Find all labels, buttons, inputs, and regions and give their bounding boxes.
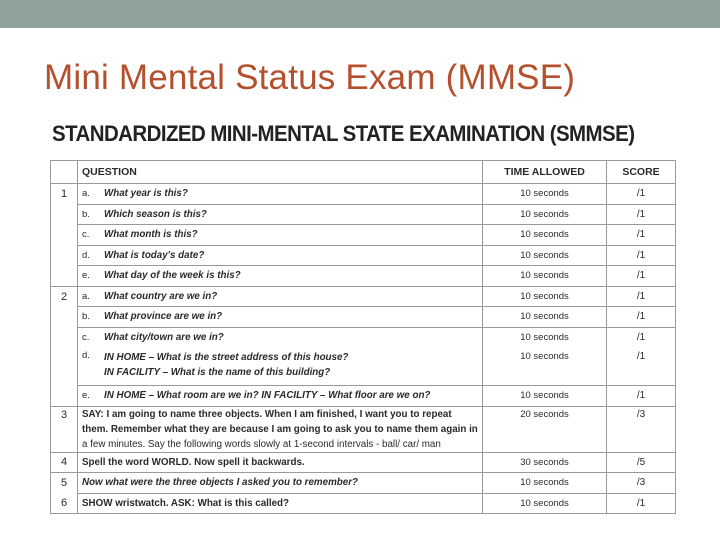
item-letter: e. [78,266,101,287]
time-allowed: 10 seconds [483,386,607,407]
item-number [51,327,78,348]
score: /5 [607,452,676,473]
item-number [51,225,78,246]
question-line: SAY: I am going to name three objects. When I am finished, I want you to repeat [82,408,452,420]
mmse-table [50,160,676,514]
question-text: What is today's date? [100,245,483,266]
time-allowed: 10 seconds [483,225,607,246]
question-text: IN HOME – What room are we in? IN FACILITY – What floor are we on? [100,386,483,407]
score: /1 [607,225,676,246]
time-allowed: 10 seconds [483,204,607,225]
item-number [51,245,78,266]
time-allowed: 10 seconds [483,348,607,386]
time-allowed: 10 seconds [483,307,607,328]
table-row [51,245,676,266]
time-allowed: 10 seconds [483,327,607,348]
item-letter: d. [78,348,101,386]
table-row [51,225,676,246]
time-allowed: 10 seconds [483,286,607,307]
table-row [51,266,676,287]
item-number: 1 [51,184,78,205]
header-question: QUESTION [78,161,483,184]
score: /1 [607,327,676,348]
score: /1 [607,245,676,266]
item-letter: c. [78,327,101,348]
item-number [51,204,78,225]
question-text [100,348,483,386]
table-row [51,348,676,386]
time-allowed: 10 seconds [483,184,607,205]
table-row [51,307,676,328]
question-text: Spell the word WORLD. Now spell it backwards. [78,452,483,473]
item-letter: c. [78,225,101,246]
item-letter: e. [78,386,101,407]
slide-title: Mini Mental Status Exam (MMSE) [44,58,576,97]
time-allowed: 10 seconds [483,493,607,514]
table-row [51,493,676,514]
item-number: 3 [51,406,78,452]
time-allowed: 10 seconds [483,473,607,494]
score: /1 [607,204,676,225]
question-text: Which season is this? [100,204,483,225]
item-number [51,348,78,386]
question-line: them. Remember what they are because I am going to ask you to name them again in [82,423,478,435]
question-text: What province are we in? [100,307,483,328]
item-letter: a. [78,184,101,205]
score: /1 [607,266,676,287]
item-number: 2 [51,286,78,307]
score: /1 [607,307,676,328]
table-row [51,184,676,205]
item-number: 4 [51,452,78,473]
item-number [51,307,78,328]
question-text: What day of the week is this? [100,266,483,287]
question-text: What city/town are we in? [100,327,483,348]
question-text: Now what were the three objects I asked you to remember? [78,473,483,494]
score: /1 [607,286,676,307]
score: /1 [607,184,676,205]
question-line: a few minutes. Say the following words slowly at 1-second intervals - ball/ car/ man [82,438,441,450]
header-score: SCORE [607,161,676,184]
time-allowed: 20 seconds [483,406,607,452]
question-line: IN HOME – What is the street address of this house? [104,351,349,363]
top-accent-bar [0,0,720,28]
score: /1 [607,493,676,514]
score: /1 [607,386,676,407]
header-number [51,161,78,184]
header-time: TIME ALLOWED [483,161,607,184]
score: /3 [607,406,676,452]
question-line: IN FACILITY – What is the name of this building? [104,366,331,378]
table-row [51,406,676,452]
score: /1 [607,348,676,386]
item-number: 6 [51,493,78,514]
time-allowed: 10 seconds [483,245,607,266]
document-title: STANDARDIZED MINI-MENTAL STATE EXAMINATION (SMMSE) [52,121,635,146]
item-number [51,386,78,407]
item-letter: b. [78,204,101,225]
question-text: What month is this? [100,225,483,246]
table-row [51,286,676,307]
table-row [51,473,676,494]
question-text [78,406,483,452]
question-text: What year is this? [100,184,483,205]
table-row [51,452,676,473]
item-letter: d. [78,245,101,266]
item-letter: a. [78,286,101,307]
table-header-row [51,161,676,184]
score: /3 [607,473,676,494]
time-allowed: 10 seconds [483,266,607,287]
table-row [51,327,676,348]
item-letter: b. [78,307,101,328]
question-text: SHOW wristwatch. ASK: What is this called? [78,493,483,514]
question-text: What country are we in? [100,286,483,307]
table-row [51,204,676,225]
time-allowed: 30 seconds [483,452,607,473]
table-row [51,386,676,407]
item-number: 5 [51,473,78,494]
item-number [51,266,78,287]
